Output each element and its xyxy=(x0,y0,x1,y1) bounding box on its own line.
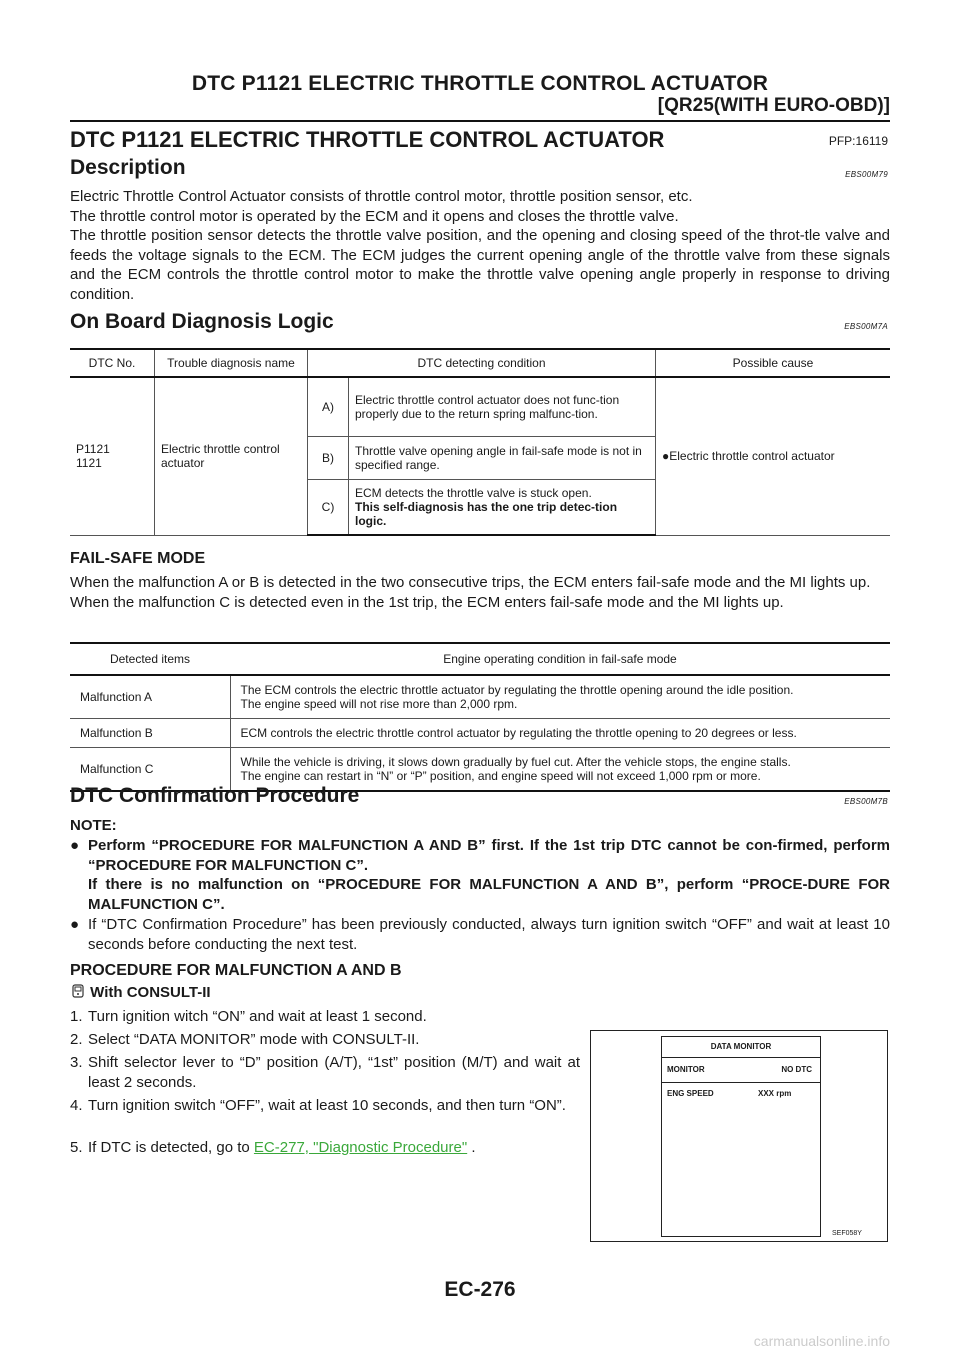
monitor-header-row xyxy=(662,1058,820,1083)
possible-cause xyxy=(656,377,891,535)
header-subtitle: [QR25(WITH EURO-OBD)] xyxy=(657,95,890,116)
step-5-pre: If DTC is detected, go to xyxy=(88,1139,250,1156)
failsafe-item-b: Malfunction B xyxy=(70,719,230,748)
note-label: NOTE: xyxy=(70,817,117,834)
rpm-value: XXX rpm xyxy=(758,1089,792,1098)
failsafe-line-1: When the malfunction A or B is detected in the two consecutive trips, the ECM enters fail-safe mode and the MI lights up. xyxy=(70,574,871,591)
failsafe-cond-a xyxy=(230,675,890,719)
description-line-1: Electric Throttle Control Actuator consists of throttle control motor, throttle position sensor, etc. xyxy=(70,188,693,205)
step-5-number: 5. xyxy=(70,1139,83,1156)
condition-label-c: C) xyxy=(308,480,349,536)
data-monitor-screen xyxy=(661,1036,821,1237)
step-4 xyxy=(70,1096,580,1116)
consult-tool-icon xyxy=(70,983,86,999)
procedure-heading: PROCEDURE FOR MALFUNCTION A AND B xyxy=(70,962,402,979)
col-dtc-no: DTC No. xyxy=(70,349,155,377)
step-4-text: Turn ignition switch “OFF”, wait at least 10 seconds, and then turn “ON”. xyxy=(88,1097,566,1114)
step-1 xyxy=(70,1007,580,1027)
failsafe-item-c: Malfunction C xyxy=(70,748,230,792)
note-bullet-2 xyxy=(70,915,890,954)
failsafe-cond-c-1: While the vehicle is driving, it slows down gradually by fuel cut. After the vehicle stops, the engine stalls. xyxy=(240,755,791,769)
step-2 xyxy=(70,1030,580,1050)
description-code: EBS00M79 xyxy=(845,170,888,179)
consult-line xyxy=(70,983,211,1001)
failsafe-text xyxy=(70,573,890,612)
col-possible-cause: Possible cause xyxy=(656,349,891,377)
failsafe-line-2: When the malfunction C is detected even in the 1st trip, the ECM enters fail-safe mode and the MI lights up. xyxy=(70,593,784,611)
step-5-post: . xyxy=(471,1139,476,1156)
description-line-3: The throttle position sensor detects the throttle valve position, and the opening and closing speed of the throt-tle valve and feeds the voltage signals to the ECM. The ECM judges the current opening angle of the throttle valve from these signals and the ECM controls the throttle control motor to make the throttle valve opening angle properly in response to driving condition. xyxy=(70,227,890,303)
description-text xyxy=(70,187,890,304)
condition-text-c-bold: This self-diagnosis has the one trip detec-tion logic. xyxy=(355,500,618,528)
monitor-label: MONITOR xyxy=(667,1065,705,1074)
note-bullet-1 xyxy=(70,836,890,914)
failsafe-cond-a-2: The engine speed will not rise more than 2,000 rpm. xyxy=(240,697,518,711)
header-rule xyxy=(70,120,890,122)
condition-text-b: Throttle valve opening angle in fail-safe mode is not in specified range. xyxy=(349,437,656,480)
col-engine-condition: Engine operating condition in fail-safe mode xyxy=(230,643,890,675)
col-trouble-name: Trouble diagnosis name xyxy=(155,349,308,377)
watermark: carmanualsonline.info xyxy=(753,1333,890,1349)
obd-code: EBS00M7A xyxy=(844,322,888,331)
note-bullet-1-line-1: Perform “PROCEDURE FOR MALFUNCTION A AND B” first. If the 1st trip DTC cannot be con-firmed, perform “PROCEDURE FOR MALFUNCTION C”. xyxy=(88,837,890,874)
step-3-number: 3. xyxy=(70,1054,83,1071)
condition-text-c xyxy=(349,480,656,536)
failsafe-item-a: Malfunction A xyxy=(70,675,230,719)
eng-speed-label: ENG SPEED xyxy=(667,1089,714,1098)
col-detecting-condition: DTC detecting condition xyxy=(308,349,656,377)
failsafe-cond-b: ECM controls the electric throttle control actuator by regulating the throttle opening to 20 degrees or less. xyxy=(230,719,890,748)
obd-table xyxy=(70,348,890,536)
no-dtc-label: NO DTC xyxy=(781,1065,812,1074)
note-bullet-1-line-2: If there is no malfunction on “PROCEDURE FOR MALFUNCTION A AND B”, perform “PROCE-DURE FOR MALFUNCTION C”. xyxy=(88,876,890,913)
failsafe-cond-a-1: The ECM controls the electric throttle actuator by regulating the throttle opening around the idle position. xyxy=(240,683,794,697)
step-2-text: Select “DATA MONITOR” mode with CONSULT-II. xyxy=(88,1031,420,1048)
step-3-text: Shift selector lever to “D” position (A/T), “1st” position (M/T) and wait at least 2 seconds. xyxy=(88,1054,580,1091)
trouble-name: Electric throttle control actuator xyxy=(155,377,308,535)
dtc-number: P1121 1121 xyxy=(70,377,155,535)
diagnostic-procedure-link[interactable]: EC-277, "Diagnostic Procedure" xyxy=(253,1139,468,1156)
monitor-title: DATA MONITOR xyxy=(662,1037,820,1058)
step-5-text xyxy=(88,1138,580,1158)
bullet-icon: ● xyxy=(70,837,80,854)
description-heading: Description xyxy=(70,156,186,179)
step-1-number: 1. xyxy=(70,1008,83,1025)
condition-text-a: Electric throttle control actuator does not func-tion properly due to the return spring malfunc-tion. xyxy=(349,377,656,437)
confirm-code: EBS00M7B xyxy=(844,797,888,806)
confirm-heading: DTC Confirmation Procedure xyxy=(70,784,360,807)
condition-text-c-plain: ECM detects the throttle valve is stuck open. xyxy=(355,486,592,500)
step-2-number: 2. xyxy=(70,1031,83,1048)
failsafe-cond-c-2: The engine can restart in “N” or “P” position, and engine speed will not exceed 1,000 rpm or more. xyxy=(240,769,761,783)
failsafe-heading: FAIL-SAFE MODE xyxy=(70,550,206,567)
bullet-icon: ● xyxy=(662,449,670,464)
col-detected-items: Detected items xyxy=(70,643,230,675)
obd-heading: On Board Diagnosis Logic xyxy=(70,310,334,333)
bullet-icon: ● xyxy=(70,916,80,933)
step-5 xyxy=(70,1138,580,1158)
step-4-number: 4. xyxy=(70,1097,83,1114)
figure-id: SEF058Y xyxy=(832,1230,862,1237)
condition-label-b: B) xyxy=(308,437,349,480)
step-1-text: Turn ignition witch “ON” and wait at least 1 second. xyxy=(88,1008,427,1025)
page-number: EC-276 xyxy=(444,1278,516,1301)
condition-label-a: A) xyxy=(308,377,349,437)
pfp-code: PFP:16119 xyxy=(828,134,888,148)
consult-label: With CONSULT-II xyxy=(90,984,211,1001)
description-line-2: The throttle control motor is operated by the ECM and it opens and closes the throttle valve. xyxy=(70,207,679,225)
failsafe-table xyxy=(70,642,890,792)
note-bullet-2-text: If “DTC Confirmation Procedure” has been previously conducted, always turn ignition switch “OFF” and wait at least 10 seconds before conducting the next test. xyxy=(88,916,890,953)
possible-cause-text: Electric throttle control actuator xyxy=(669,449,835,464)
header-title: DTC P1121 ELECTRIC THROTTLE CONTROL ACTUATOR xyxy=(191,72,769,95)
step-3 xyxy=(70,1053,580,1092)
section-title: DTC P1121 ELECTRIC THROTTLE CONTROL ACTUATOR xyxy=(70,127,665,152)
